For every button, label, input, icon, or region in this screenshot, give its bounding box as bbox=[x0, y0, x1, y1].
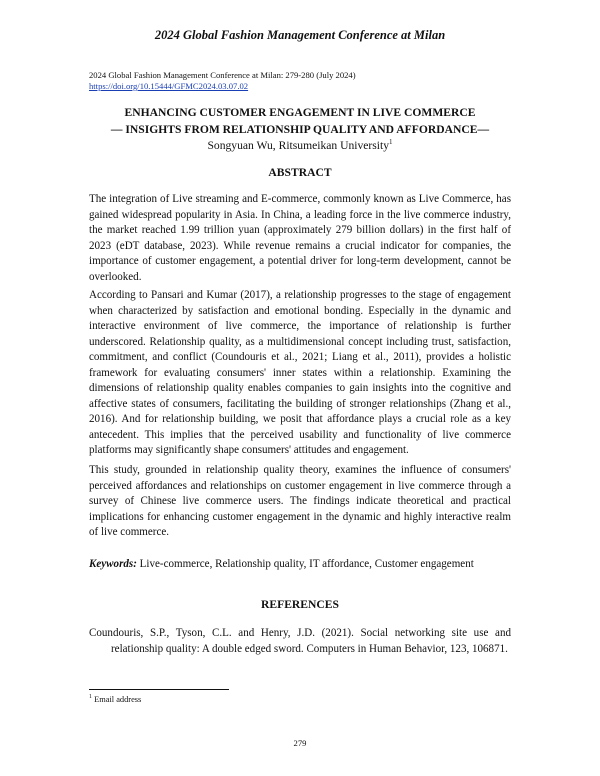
keywords-text: Live-commerce, Relationship quality, IT affordance, Customer engagement bbox=[139, 558, 474, 570]
title-line-1: ENHANCING CUSTOMER ENGAGEMENT IN LIVE COMMERCE bbox=[124, 106, 476, 119]
abstract-paragraph-2: According to Pansari and Kumar (2017), a relationship progresses to the stage of engagement when characterized by satisfaction and emotional bonding. Especially in the dynamic and interactive environment of live commerce, the importance of relationship is further underscored. Relationship quality, as a multidimensional concept including trust, satisfaction, commitment, and conflict (Coundouris et al., 2021; Liang et al., 2011), provides a holistic framework for evaluating consumers' inner states within a relationship. Examining the dimensions of relationship quality enables companies to gain insights into the cognitive and affective states of consumers, facilitating the building of stronger relationships (Zhang et al., 2016). And for relationship building, we posit that affordance plays a crucial role as a key antecedent. This implies that the perceived usability and functionality of live commerce platforms may significantly shape consumers' attitudes and engagement. bbox=[89, 289, 511, 456]
running-header: 2024 Global Fashion Management Conference at Milan bbox=[154, 28, 446, 42]
citation-block bbox=[89, 70, 356, 92]
references-heading: REFERENCES bbox=[261, 598, 339, 611]
author-line bbox=[89, 139, 511, 153]
abstract-paragraph-1: The integration of Live streaming and E-commerce, commonly known as Live Commerce, has gained widespread popularity in Asia. In China, a leading force in the live commerce industry, the market reached 1.99 trillion yuan (approximately 279 billion dollars) in the first half of 2023 (eDT database, 2023). While revenue remains a crucial indicator for companies, the importance of customer engagement, a potential driver for long-term development, cannot be overlooked. bbox=[89, 193, 511, 283]
doi-link[interactable]: https://doi.org/10.15444/GFMC2024.03.07.02 bbox=[89, 81, 249, 91]
paper-title bbox=[89, 104, 511, 138]
page-number: 279 bbox=[293, 738, 307, 748]
footnote-text: Email address bbox=[94, 695, 142, 704]
footnote-divider bbox=[89, 689, 229, 690]
footnote-mark: 1 bbox=[89, 694, 92, 701]
title-line-2: — INSIGHTS FROM RELATIONSHIP QUALITY AND AFFORDANCE— bbox=[110, 123, 490, 136]
reference-item: Coundouris, S.P., Tyson, C.L. and Henry, J.D. (2021). Social networking site use and relationship quality: A double edged sword. Computers in Human Behavior, 123, 106871. bbox=[89, 627, 511, 655]
footnote bbox=[89, 694, 141, 705]
author-footnote-mark: 1 bbox=[389, 138, 393, 147]
citation-line: 2024 Global Fashion Management Conference at Milan: 279-280 (July 2024) bbox=[89, 70, 356, 80]
author-name: Songyuan Wu, Ritsumeikan University bbox=[207, 139, 390, 152]
abstract-heading: ABSTRACT bbox=[268, 166, 332, 179]
keywords-label: Keywords: bbox=[89, 558, 137, 570]
keywords-line bbox=[89, 557, 511, 572]
abstract-paragraph-3: This study, grounded in relationship quality theory, examines the influence of consumers' perceived affordances and relationships on customer engagement in live commerce through a survey of Chinese live commerce users. The findings indicate theoretical and practical implications for enhancing customer engagement in the dynamic and highly interactive realm of live commerce. bbox=[89, 464, 511, 538]
